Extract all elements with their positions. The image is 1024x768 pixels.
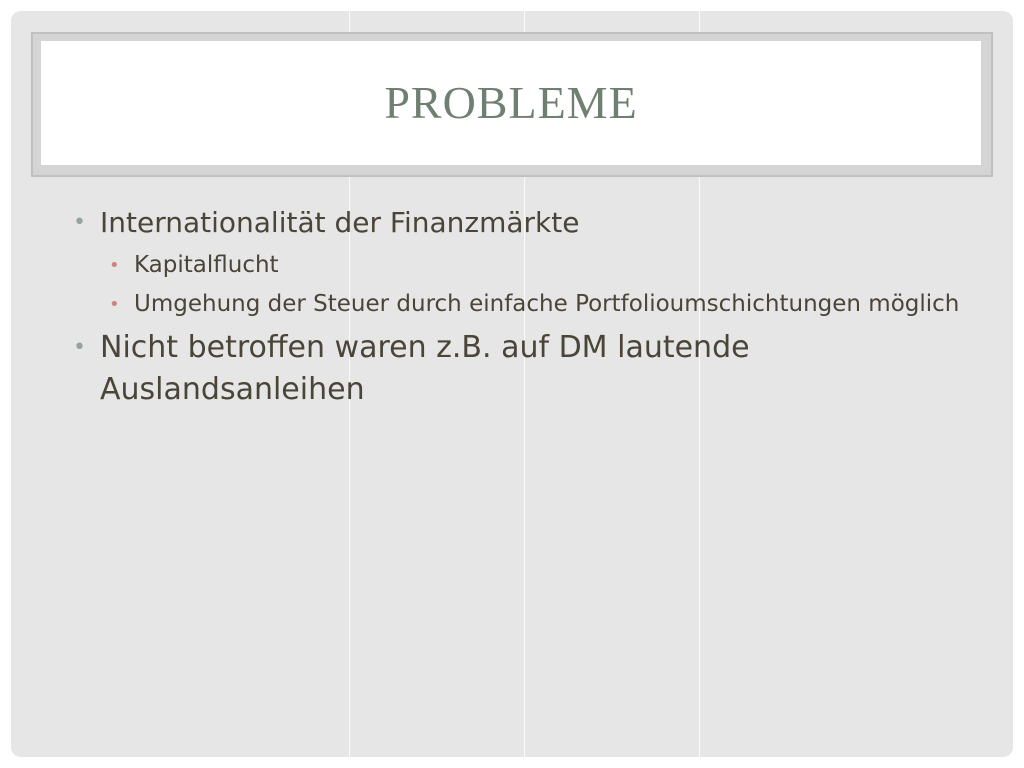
sub-bullet-text: Kapitalflucht [134,252,279,278]
bullet-text: Nicht betroffen waren z.B. auf DM lautende Auslandsanleihen [100,330,750,407]
bullet-item-2 [73,327,973,411]
bullet-marker: • [73,210,86,235]
slide [11,11,1013,757]
title-frame [31,32,993,177]
sub-bullet-marker: • [109,294,120,315]
slide-title: PROBLEME [384,77,638,128]
bullet-marker: • [73,335,86,360]
slide-content [73,203,973,413]
sub-bullet-marker: • [109,255,120,276]
bullet-text: Internationalität der Finanzmärkte [100,206,580,239]
sub-bullet-text: Umgehung der Steuer durch einfache Portfolioumschichtungen möglich [134,291,960,317]
sub-bullet-item-1 [73,249,973,282]
bullet-item-1 [73,203,973,243]
sub-bullet-item-2 [73,288,973,321]
title-box [41,41,981,165]
